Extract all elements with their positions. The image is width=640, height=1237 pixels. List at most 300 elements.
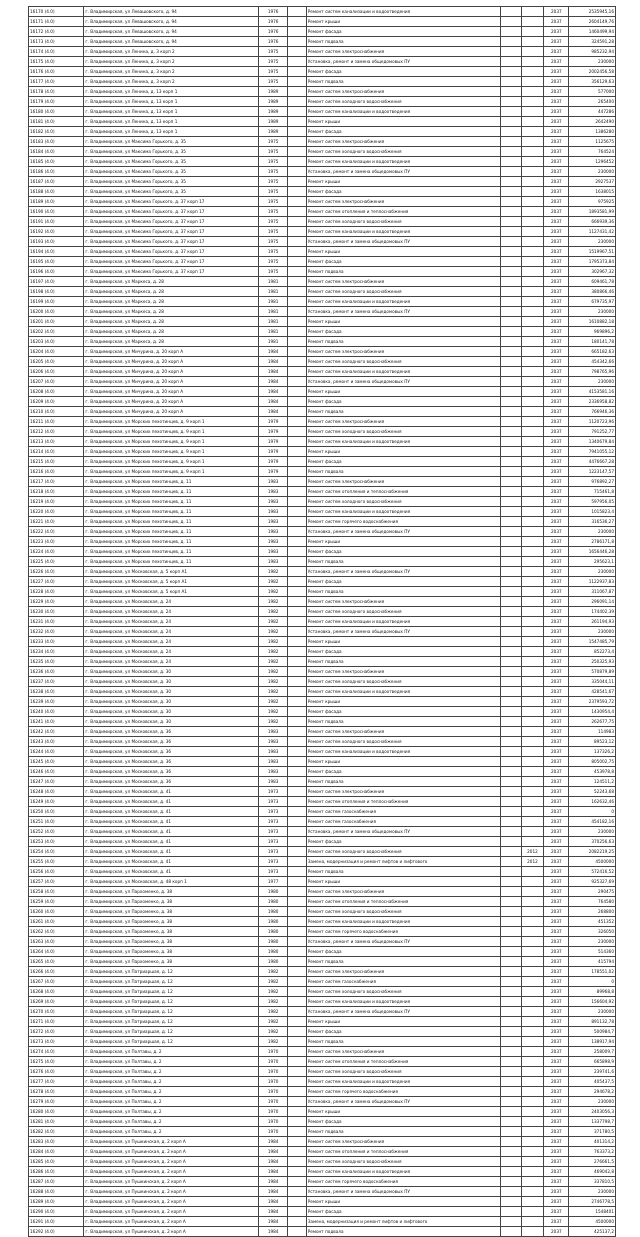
work-type-cell: Ремонт систем газоснабжения (306, 977, 500, 987)
row-id-cell: 16173 (4.0) (29, 37, 84, 47)
year-col-2-cell (521, 287, 544, 297)
year-col-1-cell (500, 707, 521, 717)
cost-cell: 230000 (569, 1097, 616, 1107)
work-type-cell: Ремонт крыши (306, 637, 500, 647)
year-col-2-cell (521, 887, 544, 897)
year-col-1-cell (500, 597, 521, 607)
empty-cell (288, 1147, 306, 1157)
year-col-2-cell (521, 567, 544, 577)
cost-cell: 324591,28 (569, 37, 616, 47)
year-col-2-cell (521, 907, 544, 917)
year-col-2-cell (521, 1157, 544, 1167)
row-id-cell: 16262 (4.0) (29, 927, 84, 937)
work-type-cell: Ремонт систем канализации и водоотведения (306, 687, 500, 697)
work-type-cell: Ремонт фасада (306, 1027, 500, 1037)
year-col-2-cell (521, 267, 544, 277)
year-col-2-cell (521, 767, 544, 777)
planned-year-cell: 2037 (544, 107, 569, 117)
year-col-2-cell (521, 107, 544, 117)
empty-cell (288, 1017, 306, 1027)
cost-cell: 52243,68 (569, 787, 616, 797)
planned-year-cell: 2037 (544, 887, 569, 897)
row-id-cell: 16272 (4.0) (29, 1027, 84, 1037)
table-row (29, 927, 616, 937)
year-col-1-cell (500, 687, 521, 697)
table-row (29, 87, 616, 97)
cost-cell: 2746778,5 (569, 1197, 616, 1207)
planned-year-cell: 2037 (544, 917, 569, 927)
build-year-cell: 1980 (259, 907, 288, 917)
build-year-cell: 1984 (259, 377, 288, 387)
work-type-cell: Установка, ремонт и замена общедомовых ПУ (306, 937, 500, 947)
table-row (29, 1177, 616, 1187)
build-year-cell: 1982 (259, 627, 288, 637)
row-id-cell: 16236 (4.0) (29, 667, 84, 677)
address-cell: г. Владимирская, ул Московская, д. 5 корп А1 (84, 567, 259, 577)
build-year-cell: 1973 (259, 797, 288, 807)
row-id-cell: 16289 (4.0) (29, 1197, 84, 1207)
address-cell: г. Владимирская, ул Московская, д. 36 (84, 727, 259, 737)
planned-year-cell: 2037 (544, 577, 569, 587)
cost-cell: 447286 (569, 107, 616, 117)
row-id-cell: 16255 (4.0) (29, 857, 84, 867)
build-year-cell: 1979 (259, 437, 288, 447)
empty-cell (288, 717, 306, 727)
table-row (29, 267, 616, 277)
address-cell: г. Владимирская, ул Маркеса, д. 28 (84, 317, 259, 327)
work-type-cell: Ремонт систем канализации и водоотведения (306, 1167, 500, 1177)
planned-year-cell: 2037 (544, 697, 569, 707)
row-id-cell: 16171 (4.0) (29, 17, 84, 27)
table-row (29, 797, 616, 807)
table-row (29, 287, 616, 297)
year-col-2-cell (521, 1227, 544, 1237)
year-col-1-cell (500, 7, 521, 17)
empty-cell (288, 1077, 306, 1087)
cost-cell: 2604149,76 (569, 17, 616, 27)
year-col-1-cell (500, 437, 521, 447)
build-year-cell: 1980 (259, 887, 288, 897)
work-type-cell: Ремонт подвала (306, 557, 500, 567)
build-year-cell: 1975 (259, 237, 288, 247)
address-cell: г. Владимирская, ул Морских пехотинцев, д. 11 (84, 477, 259, 487)
cost-cell: 230000 (569, 237, 616, 247)
build-year-cell: 1981 (259, 287, 288, 297)
empty-cell (288, 937, 306, 947)
work-type-cell: Установка, ремонт и замена общедомовых ПУ (306, 377, 500, 387)
year-col-1-cell (500, 397, 521, 407)
planned-year-cell: 2037 (544, 907, 569, 917)
work-type-cell: Ремонт систем холодного водоснабжения (306, 497, 500, 507)
empty-cell (288, 1027, 306, 1037)
planned-year-cell: 2037 (544, 837, 569, 847)
work-type-cell: Ремонт фасада (306, 767, 500, 777)
year-col-2-cell (521, 437, 544, 447)
address-cell: г. Владимирская, ул Морских пехотинцев, д. 11 (84, 547, 259, 557)
build-year-cell: 1975 (259, 197, 288, 207)
planned-year-cell: 2037 (544, 437, 569, 447)
address-cell: г. Владимирская, ул Полтавы, д. 2 (84, 1057, 259, 1067)
table-row (29, 1227, 616, 1237)
work-type-cell: Ремонт подвала (306, 267, 500, 277)
empty-cell (288, 157, 306, 167)
table-row (29, 637, 616, 647)
work-type-cell: Ремонт фасада (306, 27, 500, 37)
cost-cell: 230000 (569, 937, 616, 947)
planned-year-cell: 2037 (544, 1097, 569, 1107)
work-type-cell: Ремонт фасада (306, 257, 500, 267)
table-row (29, 367, 616, 377)
year-col-2-cell (521, 1197, 544, 1207)
cost-cell: 302967,32 (569, 267, 616, 277)
year-col-2-cell (521, 737, 544, 747)
work-type-cell: Установка, ремонт и замена общедомовых ПУ (306, 307, 500, 317)
work-type-cell: Ремонт систем канализации и водоотведения (306, 507, 500, 517)
work-type-cell: Ремонт систем отопления и теплоснабжения (306, 897, 500, 907)
planned-year-cell: 2037 (544, 977, 569, 987)
planned-year-cell: 2037 (544, 557, 569, 567)
empty-cell (288, 1057, 306, 1067)
address-cell: г. Владимирская, ул Морских пехотинцев, д. 11 (84, 507, 259, 517)
work-type-cell: Ремонт систем электроснабжения (306, 967, 500, 977)
table-row (29, 1077, 616, 1087)
address-cell: г. Владимирская, ул Ленина, д. 3 корп 2 (84, 67, 259, 77)
build-year-cell: 1981 (259, 307, 288, 317)
empty-cell (288, 357, 306, 367)
build-year-cell: 1976 (259, 7, 288, 17)
table-row (29, 1107, 616, 1117)
empty-cell (288, 627, 306, 637)
cost-cell: 500984,7 (569, 1027, 616, 1037)
year-col-1-cell (500, 237, 521, 247)
work-type-cell: Ремонт фасада (306, 397, 500, 407)
address-cell: г. Владимирская, ул Московская, д. 41 (84, 837, 259, 847)
address-cell: г. Владимирская, ул Московская, д. 30 (84, 707, 259, 717)
empty-cell (288, 47, 306, 57)
build-year-cell: 1983 (259, 477, 288, 487)
table-row (29, 897, 616, 907)
year-col-1-cell (500, 1137, 521, 1147)
build-year-cell: 1982 (259, 967, 288, 977)
address-cell: г. Владимирская, ул Московская, д. 36 (84, 767, 259, 777)
table-row (29, 317, 616, 327)
table-row (29, 507, 616, 517)
year-col-1-cell (500, 457, 521, 467)
build-year-cell: 1989 (259, 107, 288, 117)
planned-year-cell: 2037 (544, 967, 569, 977)
row-id-cell: 16178 (4.0) (29, 87, 84, 97)
table-row (29, 57, 616, 67)
address-cell: г. Владимирская, ул Московская, д. 41 (84, 857, 259, 867)
cost-cell: 766946,36 (569, 407, 616, 417)
work-type-cell: Ремонт фасада (306, 1117, 500, 1127)
planned-year-cell: 2037 (544, 547, 569, 557)
work-type-cell: Ремонт крыши (306, 697, 500, 707)
year-col-1-cell (500, 127, 521, 137)
cost-cell: 969896,2 (569, 327, 616, 337)
planned-year-cell: 2037 (544, 267, 569, 277)
empty-cell (288, 437, 306, 447)
build-year-cell: 1975 (259, 257, 288, 267)
table-row (29, 877, 616, 887)
year-col-1-cell (500, 347, 521, 357)
planned-year-cell: 2037 (544, 1187, 569, 1197)
planned-year-cell: 2037 (544, 427, 569, 437)
cost-cell: 290475 (569, 887, 616, 897)
cost-cell: 609461,78 (569, 277, 616, 287)
build-year-cell: 1984 (259, 1217, 288, 1227)
year-col-1-cell (500, 1187, 521, 1197)
year-col-1-cell (500, 697, 521, 707)
build-year-cell: 1984 (259, 1197, 288, 1207)
empty-cell (288, 367, 306, 377)
row-id-cell: 16288 (4.0) (29, 1187, 84, 1197)
empty-cell (288, 667, 306, 677)
cost-cell: 1548401 (569, 1207, 616, 1217)
row-id-cell: 16252 (4.0) (29, 827, 84, 837)
year-col-1-cell (500, 917, 521, 927)
year-col-1-cell (500, 267, 521, 277)
row-id-cell: 16195 (4.0) (29, 257, 84, 267)
planned-year-cell: 2037 (544, 387, 569, 397)
table-row (29, 587, 616, 597)
year-col-1-cell (500, 477, 521, 487)
row-id-cell: 16286 (4.0) (29, 1167, 84, 1177)
empty-cell (288, 747, 306, 757)
year-col-1-cell (500, 277, 521, 287)
address-cell: г. Владимирская, ул Московская, д. 36 (84, 757, 259, 767)
table-row (29, 347, 616, 357)
year-col-1-cell (500, 137, 521, 147)
row-id-cell: 16187 (4.0) (29, 177, 84, 187)
cost-cell: 763373,2 (569, 1147, 616, 1157)
work-type-cell: Ремонт фасада (306, 577, 500, 587)
work-type-cell: Ремонт фасада (306, 67, 500, 77)
build-year-cell: 1973 (259, 787, 288, 797)
planned-year-cell: 2037 (544, 1107, 569, 1117)
planned-year-cell: 2037 (544, 757, 569, 767)
work-type-cell: Ремонт систем электроснабжения (306, 667, 500, 677)
year-col-1-cell (500, 177, 521, 187)
address-cell: г. Владимирская, ул Максима Горького, д. 35 (84, 167, 259, 177)
address-cell: г. Владимирская, ул Полтавы, д. 2 (84, 1047, 259, 1057)
year-col-2-cell (521, 387, 544, 397)
table-row (29, 837, 616, 847)
planned-year-cell: 2037 (544, 747, 569, 757)
row-id-cell: 16220 (4.0) (29, 507, 84, 517)
planned-year-cell: 2037 (544, 287, 569, 297)
empty-cell (288, 1047, 306, 1057)
row-id-cell: 16273 (4.0) (29, 1037, 84, 1047)
build-year-cell: 1980 (259, 957, 288, 967)
build-year-cell: 1975 (259, 217, 288, 227)
cost-cell: 262677,75 (569, 717, 616, 727)
year-col-1-cell (500, 1077, 521, 1087)
address-cell: г. Владимирская, ул Маркеса, д. 28 (84, 287, 259, 297)
table-row (29, 307, 616, 317)
empty-cell (288, 317, 306, 327)
build-year-cell: 1973 (259, 827, 288, 837)
row-id-cell: 16284 (4.0) (29, 1147, 84, 1157)
work-type-cell: Ремонт систем канализации и водоотведения (306, 437, 500, 447)
year-col-1-cell (500, 747, 521, 757)
year-col-1-cell (500, 1147, 521, 1157)
table-row (29, 1167, 616, 1177)
year-col-2-cell: 2012 (521, 857, 544, 867)
year-col-1-cell (500, 157, 521, 167)
year-col-1-cell (500, 777, 521, 787)
table-row (29, 217, 616, 227)
table-row (29, 577, 616, 587)
cost-cell: 852273,4 (569, 647, 616, 657)
build-year-cell: 1982 (259, 987, 288, 997)
year-col-2-cell (521, 627, 544, 637)
table-row (29, 257, 616, 267)
row-id-cell: 16228 (4.0) (29, 587, 84, 597)
year-col-1-cell (500, 37, 521, 47)
address-cell: г. Владимирская, ул Морских пехотинцев, д. 9 корп 1 (84, 427, 259, 437)
year-col-2-cell (521, 927, 544, 937)
cost-cell: 1386280 (569, 127, 616, 137)
year-col-1-cell (500, 987, 521, 997)
empty-cell (288, 807, 306, 817)
row-id-cell: 16216 (4.0) (29, 467, 84, 477)
planned-year-cell: 2037 (544, 1007, 569, 1017)
empty-cell (288, 427, 306, 437)
table-row (29, 817, 616, 827)
empty-cell (288, 977, 306, 987)
empty-cell (288, 477, 306, 487)
address-cell: г. Владимирская, ул Московская, д. 36 (84, 747, 259, 757)
planned-year-cell: 2037 (544, 537, 569, 547)
row-id-cell: 16191 (4.0) (29, 217, 84, 227)
empty-cell (288, 917, 306, 927)
year-col-2-cell (521, 537, 544, 547)
empty-cell (288, 277, 306, 287)
build-year-cell: 1982 (259, 1027, 288, 1037)
build-year-cell: 1982 (259, 667, 288, 677)
year-col-2-cell (521, 1217, 544, 1227)
build-year-cell: 1975 (259, 157, 288, 167)
year-col-1-cell (500, 657, 521, 667)
year-col-2-cell (521, 707, 544, 717)
planned-year-cell: 2037 (544, 647, 569, 657)
planned-year-cell: 2037 (544, 67, 569, 77)
address-cell: г. Владимирская, ул Морских пехотинцев, д. 9 корп 1 (84, 437, 259, 447)
address-cell: г. Владимирская, ул Полтавы, д. 2 (84, 1067, 259, 1077)
year-col-1-cell (500, 487, 521, 497)
planned-year-cell: 2037 (544, 947, 569, 957)
planned-year-cell: 2037 (544, 207, 569, 217)
address-cell: г. Владимирская, ул Московская, д. 24 (84, 627, 259, 637)
row-id-cell: 16222 (4.0) (29, 527, 84, 537)
address-cell: г. Владимирская, ул Морских пехотинцев, д. 9 корп 1 (84, 417, 259, 427)
address-cell: г. Владимирская, ул Левашовского, д. 94 (84, 7, 259, 17)
empty-cell (288, 577, 306, 587)
address-cell: г. Владимирская, ул Пархоменко, д. 38 (84, 947, 259, 957)
build-year-cell: 1973 (259, 817, 288, 827)
build-year-cell: 1989 (259, 117, 288, 127)
table-row (29, 117, 616, 127)
planned-year-cell: 2037 (544, 1047, 569, 1057)
empty-cell (288, 67, 306, 77)
planned-year-cell: 2037 (544, 297, 569, 307)
cost-cell: 230000 (569, 1007, 616, 1017)
table-row (29, 107, 616, 117)
work-type-cell: Ремонт подвала (306, 467, 500, 477)
planned-year-cell: 2037 (544, 327, 569, 337)
empty-cell (288, 1167, 306, 1177)
year-col-2-cell (521, 517, 544, 527)
work-type-cell: Ремонт фасада (306, 837, 500, 847)
table-row (29, 1217, 616, 1227)
address-cell: г. Владимирская, ул Московская, д. 36 (84, 777, 259, 787)
build-year-cell: 1970 (259, 1077, 288, 1087)
build-year-cell: 1983 (259, 757, 288, 767)
build-year-cell: 1970 (259, 1067, 288, 1077)
empty-cell (288, 217, 306, 227)
planned-year-cell: 2037 (544, 607, 569, 617)
address-cell: г. Владимирская, ул Пархоменко, д. 38 (84, 897, 259, 907)
build-year-cell: 1984 (259, 1147, 288, 1157)
year-col-2-cell (521, 757, 544, 767)
planned-year-cell: 2037 (544, 1027, 569, 1037)
planned-year-cell: 2037 (544, 1017, 569, 1027)
row-id-cell: 16238 (4.0) (29, 687, 84, 697)
planned-year-cell: 2037 (544, 997, 569, 1007)
year-col-1-cell (500, 817, 521, 827)
row-id-cell: 16193 (4.0) (29, 237, 84, 247)
row-id-cell: 16185 (4.0) (29, 157, 84, 167)
work-type-cell: Ремонт фасада (306, 327, 500, 337)
row-id-cell: 16233 (4.0) (29, 637, 84, 647)
cost-cell: 380866,46 (569, 287, 616, 297)
address-cell: г. Владимирская, ул Левашовского, д. 94 (84, 17, 259, 27)
year-col-2-cell (521, 1047, 544, 1057)
year-col-2-cell (521, 137, 544, 147)
year-col-2-cell (521, 367, 544, 377)
year-col-2-cell (521, 377, 544, 387)
year-col-2-cell (521, 197, 544, 207)
row-id-cell: 16253 (4.0) (29, 837, 84, 847)
empty-cell (288, 1177, 306, 1187)
row-id-cell: 16271 (4.0) (29, 1017, 84, 1027)
row-id-cell: 16206 (4.0) (29, 367, 84, 377)
empty-cell (288, 1087, 306, 1097)
planned-year-cell: 2037 (544, 597, 569, 607)
address-cell: г. Владимирская, ул Максима Горького, д. 37 корп 17 (84, 267, 259, 277)
table-row (29, 947, 616, 957)
address-cell: г. Владимирская, ул Пушкинская, д. 2 корп А (84, 1217, 259, 1227)
planned-year-cell: 2037 (544, 507, 569, 517)
build-year-cell: 1975 (259, 207, 288, 217)
cost-cell: 0 (569, 977, 616, 987)
cost-cell: 985232,94 (569, 47, 616, 57)
address-cell: г. Владимирская, ул Московская, д. 41 (84, 787, 259, 797)
table-row (29, 647, 616, 657)
planned-year-cell: 2037 (544, 197, 569, 207)
build-year-cell: 1983 (259, 557, 288, 567)
row-id-cell: 16280 (4.0) (29, 1107, 84, 1117)
cost-cell: 570879,89 (569, 667, 616, 677)
year-col-2-cell (521, 937, 544, 947)
year-col-2-cell (521, 837, 544, 847)
table-row (29, 677, 616, 687)
year-col-2-cell (521, 687, 544, 697)
row-id-cell: 16221 (4.0) (29, 517, 84, 527)
build-year-cell: 1975 (259, 67, 288, 77)
build-year-cell: 1984 (259, 1177, 288, 1187)
